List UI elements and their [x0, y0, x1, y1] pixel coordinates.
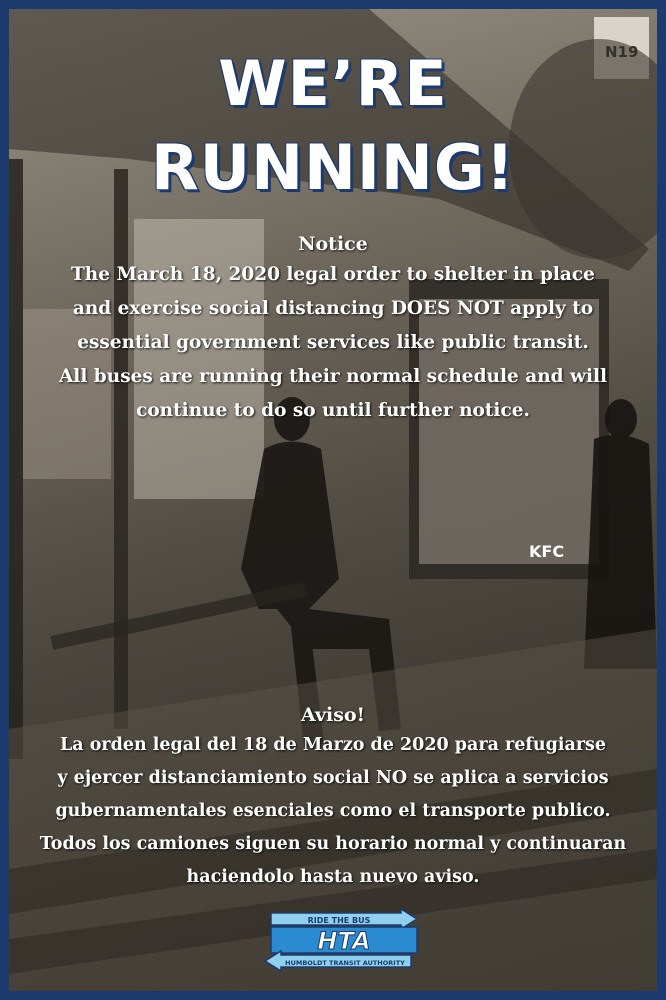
spanish-notice: [9, 702, 657, 894]
bench: [50, 582, 307, 650]
logo-tagline: RIDE THE BUS: [307, 916, 371, 925]
english-notice: [9, 231, 657, 428]
english-notice-line: and exercise social distancing DOES NOT apply to: [72, 298, 594, 319]
spanish-notice-line: gubernamentales esenciales como el transporte publico.: [55, 801, 611, 821]
spanish-notice-title: Aviso!: [301, 704, 365, 726]
spanish-notice-line: Todos los camiones siguen su horario normal y continuaran: [39, 834, 627, 854]
logo-full-name: HUMBOLDT TRANSIT AUTHORITY: [285, 959, 405, 967]
english-notice-line: The March 18, 2020 legal order to shelter in place: [71, 264, 595, 285]
headline-line-1: WE’RE: [218, 47, 448, 120]
english-notice-title: Notice: [298, 233, 368, 255]
english-notice-line: essential government services like public transit.: [77, 332, 589, 353]
hta-logo: [261, 909, 421, 973]
english-notice-line: All buses are running their normal schedule and will: [58, 366, 608, 387]
standing-woman: [584, 399, 657, 669]
spanish-notice-line: haciendolo hasta nuevo aviso.: [186, 867, 480, 887]
ad-panel-text: KFC: [529, 542, 565, 561]
english-notice-line: continue to do so until further notice.: [136, 400, 530, 421]
logo-name: HTA: [317, 927, 371, 955]
headline-line-2: RUNNING!: [151, 131, 515, 204]
spanish-notice-line: y ejercer distanciamiento social NO se aplica a servicios: [57, 768, 609, 788]
spanish-notice-line: La orden legal del 18 de Marzo de 2020 para refugiarse: [59, 735, 607, 755]
